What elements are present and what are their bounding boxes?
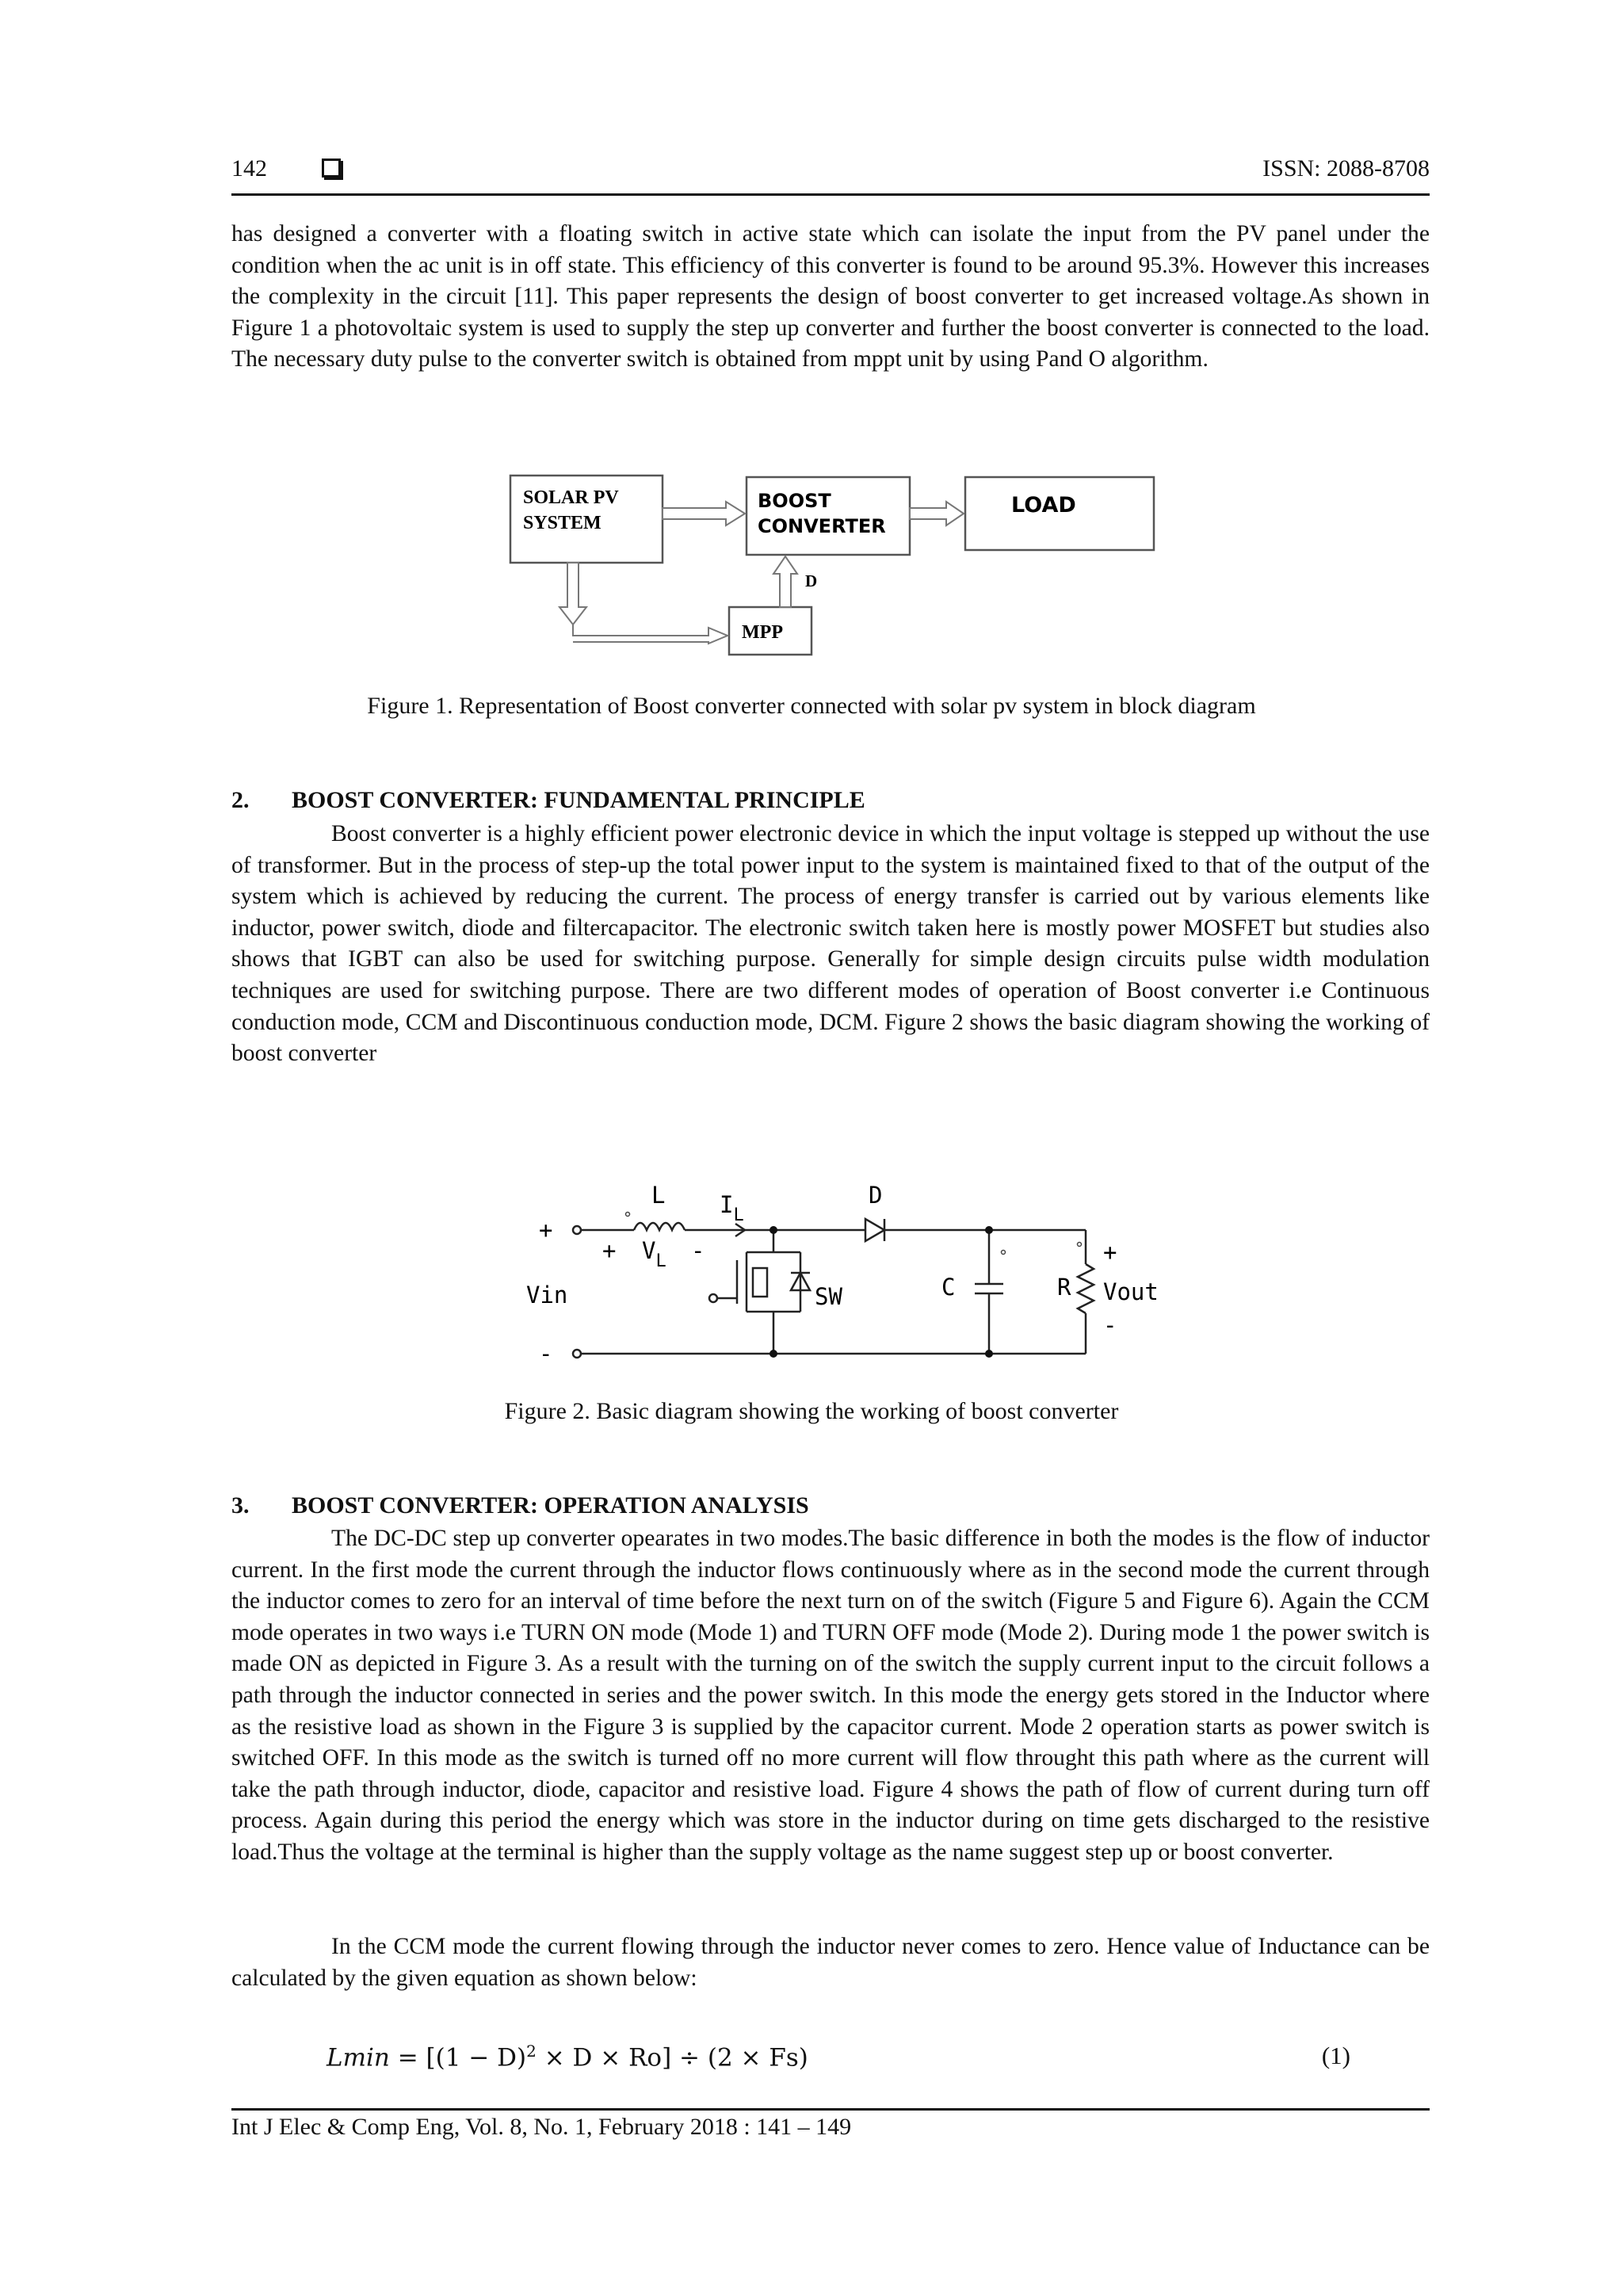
junction-node-4: [985, 1350, 993, 1358]
junction-node-2: [985, 1226, 993, 1234]
header-rule: [231, 193, 1430, 196]
diode-label: D: [869, 1182, 883, 1209]
switch-body: [753, 1268, 767, 1297]
junction-node-1: [769, 1226, 777, 1234]
mpp-label: MPP: [742, 622, 783, 643]
intro-paragraph: has designed a converter with a floating switch in active state which can isolate the input from the PV panel under the condition when the ac unit is in off state. This efficiency of this converter is found to be around 95.3%. However this increases the complexity in the circuit [11]. This paper represents the design of boost converter to get increased voltage.As shown in Figure 1 a photovoltaic system is used to supply the step up converter and further the boost converter is connected to the load. The necessary duty pulse to the converter switch is obtained from mppt unit by using Pand O algorithm.: [231, 221, 1430, 372]
junction-node-3: [769, 1350, 777, 1358]
section3-paragraph-1: The DC-DC step up converter opearates in two modes.The basic difference in both the modes is the flow of inductor current. In the first mode the current through the inductor flows continuously where as in the second mode the current through the inductor comes to zero for an interval of time before the next turn on of the switch (Figure 5 and Figure 6). Again the CCM mode operates in two ways i.e TURN ON mode (Mode 1) and TURN OFF mode (Mode 2). During mode 1 the power switch is made ON as depicted in Figure 3. As a result with the turning on of the switch the supply current input to the circuit follows a path through the inductor connected in series and the power switch. In this mode the energy gets stored in the Inductor where as the resistive load as shown in the Figure 3 is supplied by the capacitor current. Mode 2 operation starts as power switch is switched OFF. In this mode as the switch is turned off no more current will flow throught this path where as the current will take the path through inductor, diode, capacitor and resistive load. Figure 4 shows the path of flow of current during turn off process. Again during this period the energy which was store in the inductor during on time gets discharged to the resistive load.Thus the voltage at the terminal is higher than the supply voltage as the name suggest step up or boost converter.: [231, 1526, 1430, 1865]
output-minus-label: -: [1103, 1312, 1117, 1339]
vl-plus-label: +: [602, 1237, 617, 1264]
inductor-voltage-sub: L: [655, 1251, 666, 1271]
inductor-current-sub: L: [733, 1205, 744, 1225]
vl-minus-label: -: [691, 1237, 705, 1264]
inductor-polarity-dot: [626, 1213, 630, 1217]
diode: [865, 1219, 884, 1241]
inductor-current-main: I: [720, 1191, 734, 1218]
inductor-label: L: [651, 1182, 666, 1209]
gate-terminal: [709, 1294, 717, 1302]
resistor: [1078, 1264, 1094, 1313]
inductor-voltage-main: V: [642, 1237, 656, 1264]
capacitor-label: C: [941, 1274, 956, 1301]
section3-paragraph-2: In the CCM mode the current flowing through the inductor never comes to zero. Hence value of Inductance can be calculated by the given equation as shown below:: [231, 1934, 1430, 1991]
switch-label: SW: [815, 1283, 842, 1310]
section2-number: 2.: [231, 787, 250, 813]
load-label: LOAD: [1011, 493, 1076, 518]
equation-rhs-1: = [(1 − D): [389, 2043, 527, 2073]
inductor: [634, 1223, 685, 1230]
boost-label-1: BOOST: [758, 490, 831, 512]
section3-heading: [231, 1492, 809, 1519]
output-voltage-label: Vout: [1103, 1278, 1159, 1305]
section3-title: BOOST CONVERTER: OPERATION ANALYSIS: [292, 1492, 809, 1519]
equation-rhs-2: × D × Ro] ÷ (2 × Fs): [536, 2043, 808, 2073]
footer-rule: [231, 2108, 1430, 2111]
footer-citation: Int J Elec & Comp Eng, Vol. 8, No. 1, February 2018 : 141 – 149: [231, 2114, 852, 2140]
inductor-voltage-label: [642, 1237, 666, 1271]
figure1-caption: Figure 1. Representation of Boost converter connected with solar pv system in block diagram: [367, 693, 1256, 719]
output-plus-label: +: [1103, 1239, 1117, 1266]
equation-1: [231, 2042, 1430, 2076]
duty-cycle-label: D: [805, 571, 818, 590]
page-number: 142: [231, 155, 267, 181]
arrow-solar-to-mpp: [559, 563, 586, 625]
solar-pv-label-2: SYSTEM: [523, 513, 601, 533]
resistor-label: R: [1057, 1274, 1071, 1301]
equation-number: (1): [1321, 2042, 1350, 2069]
arrow-solar-to-boost: [663, 502, 745, 525]
equation-exponent: 2: [526, 2042, 537, 2061]
section3-number: 3.: [231, 1492, 250, 1519]
figure2-circuit-diagram: [507, 1157, 1173, 1387]
header-box-icon: [322, 159, 341, 178]
input-voltage-label: Vin: [526, 1282, 568, 1308]
solar-pv-label-1: SOLAR PV: [523, 487, 619, 508]
figure2-caption: Figure 2. Basic diagram showing the working of boost converter: [504, 1398, 1119, 1424]
arrow-mpp-to-boost: [773, 556, 797, 607]
input-terminal-plus: [573, 1226, 581, 1234]
input-minus-label: -: [539, 1340, 553, 1367]
arrow-boost-to-load: [910, 502, 964, 525]
inductor-current-label: [720, 1191, 744, 1225]
input-plus-label: +: [539, 1217, 553, 1244]
figure1-block-diagram: [475, 460, 1173, 666]
input-terminal-minus: [573, 1350, 581, 1358]
arrow-solar-to-mpp-horizontal: [573, 625, 727, 644]
journal-issn: ISSN: 2088-8708: [1262, 155, 1430, 181]
boost-label-2: CONVERTER: [758, 515, 886, 537]
resistor-polarity-dot: [1078, 1243, 1082, 1247]
section2-title: BOOST CONVERTER: FUNDAMENTAL PRINCIPLE: [292, 787, 865, 813]
equation-lhs: Lmin: [327, 2043, 390, 2073]
section2-paragraph: Boost converter is a highly efficient power electronic device in which the input voltage is stepped up without the use of transformer. But in the process of step-up the total power input to the system is maintained fixed to that of the output of the system which is achieved by reducing the current. The process of energy transfer is carried out by various elements like inductor, power switch, diode and filtercapacitor. The electronic switch taken here is mostly power MOSFET but studies also shows that IGBT can also be used for switching purpose. Generally for simple design circuits pulse width modulation techniques are used for switching purpose. There are two different modes of operation of Boost converter i.e Continuous conduction mode, CCM and Discontinuous conduction mode, DCM. Figure 2 shows the basic diagram showing the working of boost converter: [231, 821, 1430, 1067]
section2-heading: [231, 787, 865, 814]
equation-body: [327, 2042, 808, 2072]
capacitor-polarity-dot: [1002, 1251, 1006, 1255]
